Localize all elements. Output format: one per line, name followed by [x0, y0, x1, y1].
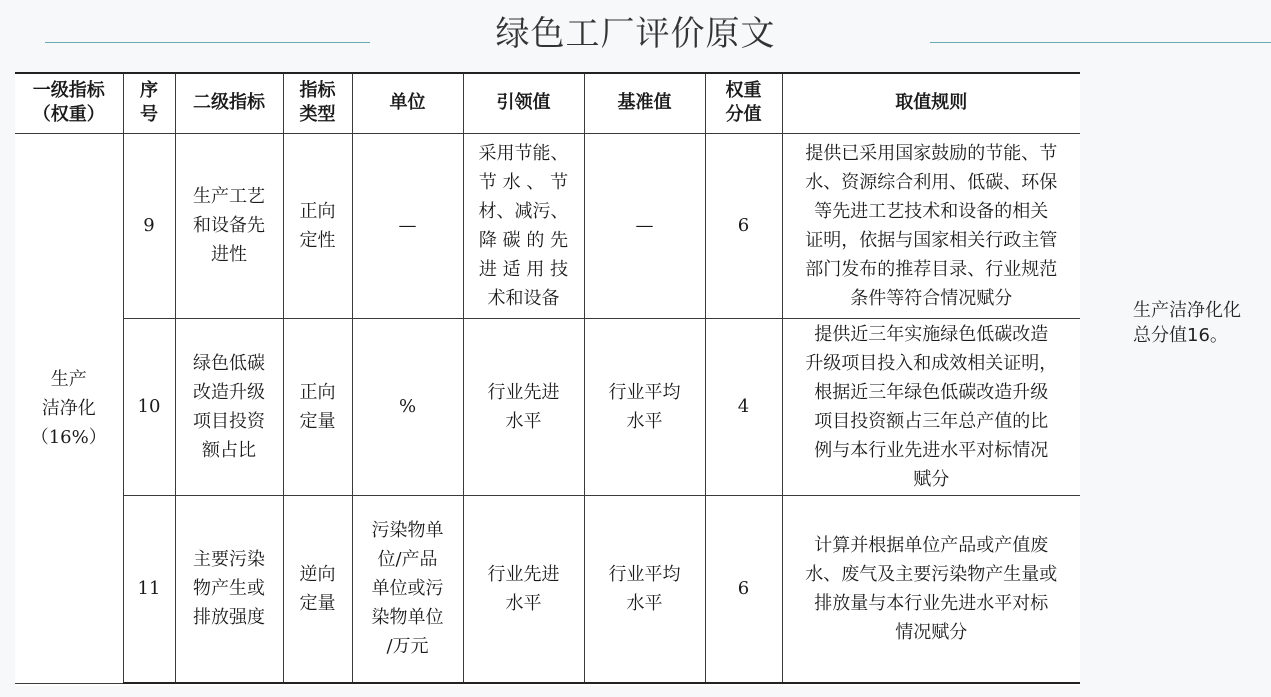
header-unit: 单位 [352, 73, 463, 133]
row-score: 6 [705, 495, 782, 683]
header-base: 基准值 [584, 73, 705, 133]
row-indicator: 主要污染 物产生或 排放强度 [175, 495, 283, 683]
title-rule-right [930, 42, 1271, 43]
row-rule: 提供近三年实施绿色低碳改造 升级项目投入和成效相关证明， 根据近三年绿色低碳改造升级 项目投资额占三年总产值的比 例与本行业先进水平对标情况 赋分 [782, 318, 1080, 495]
header-level2: 二级指标 [175, 73, 283, 133]
row-no: 9 [123, 133, 175, 318]
row-unit: — [352, 133, 463, 318]
row-no: 11 [123, 495, 175, 683]
table-row [15, 495, 1080, 683]
row-type: 正向 定性 [283, 133, 352, 318]
row-lead: 行业先进 水平 [463, 495, 584, 683]
row-lead: 行业先进 水平 [463, 318, 584, 495]
row-no: 10 [123, 318, 175, 495]
row-unit: 污染物单 位/产品 单位或污 染物单位 /万元 [352, 495, 463, 683]
row-indicator: 绿色低碳 改造升级 项目投资 额占比 [175, 318, 283, 495]
table-row [15, 133, 1080, 318]
header-level1: 一级指标 （权重） [15, 73, 123, 133]
side-note: 生产洁净化化 总分值16。 [1133, 300, 1241, 346]
header-rule: 取值规则 [782, 73, 1080, 133]
row-type: 正向 定量 [283, 318, 352, 495]
header-no: 序 号 [123, 73, 175, 133]
row-base: 行业平均 水平 [584, 495, 705, 683]
row-indicator: 生产工艺 和设备先 进性 [175, 133, 283, 318]
group-cell: 生产 洁净化 （16%） [15, 133, 123, 683]
table-row [15, 318, 1080, 495]
row-base: — [584, 133, 705, 318]
header-score: 权重 分值 [705, 73, 782, 133]
evaluation-table [15, 72, 1080, 684]
header-type: 指标 类型 [283, 73, 352, 133]
title-rule-left [45, 42, 370, 43]
row-rule: 计算并根据单位产品或产值废 水、废气及主要污染物产生量或 排放量与本行业先进水平对标 情况赋分 [782, 495, 1080, 683]
document-scan [15, 72, 1080, 686]
row-lead: 采用节能、 节 水 、 节 材、减污、 降 碳 的 先 进 适 用 技 术和设备 [463, 133, 584, 318]
row-score: 4 [705, 318, 782, 495]
row-unit: % [352, 318, 463, 495]
row-rule: 提供已采用国家鼓励的节能、节 水、资源综合利用、低碳、环保 等先进工艺技术和设备的相关 证明，依据与国家相关行政主管 部门发布的推荐目录、行业规范 条件等符合情况赋分 [782, 133, 1080, 318]
row-type: 逆向 定量 [283, 495, 352, 683]
page-title: 绿色工厂评价原文 [495, 14, 776, 54]
header-lead: 引领值 [463, 73, 584, 133]
header-row [15, 73, 1080, 133]
row-score: 6 [705, 133, 782, 318]
row-base: 行业平均 水平 [584, 318, 705, 495]
